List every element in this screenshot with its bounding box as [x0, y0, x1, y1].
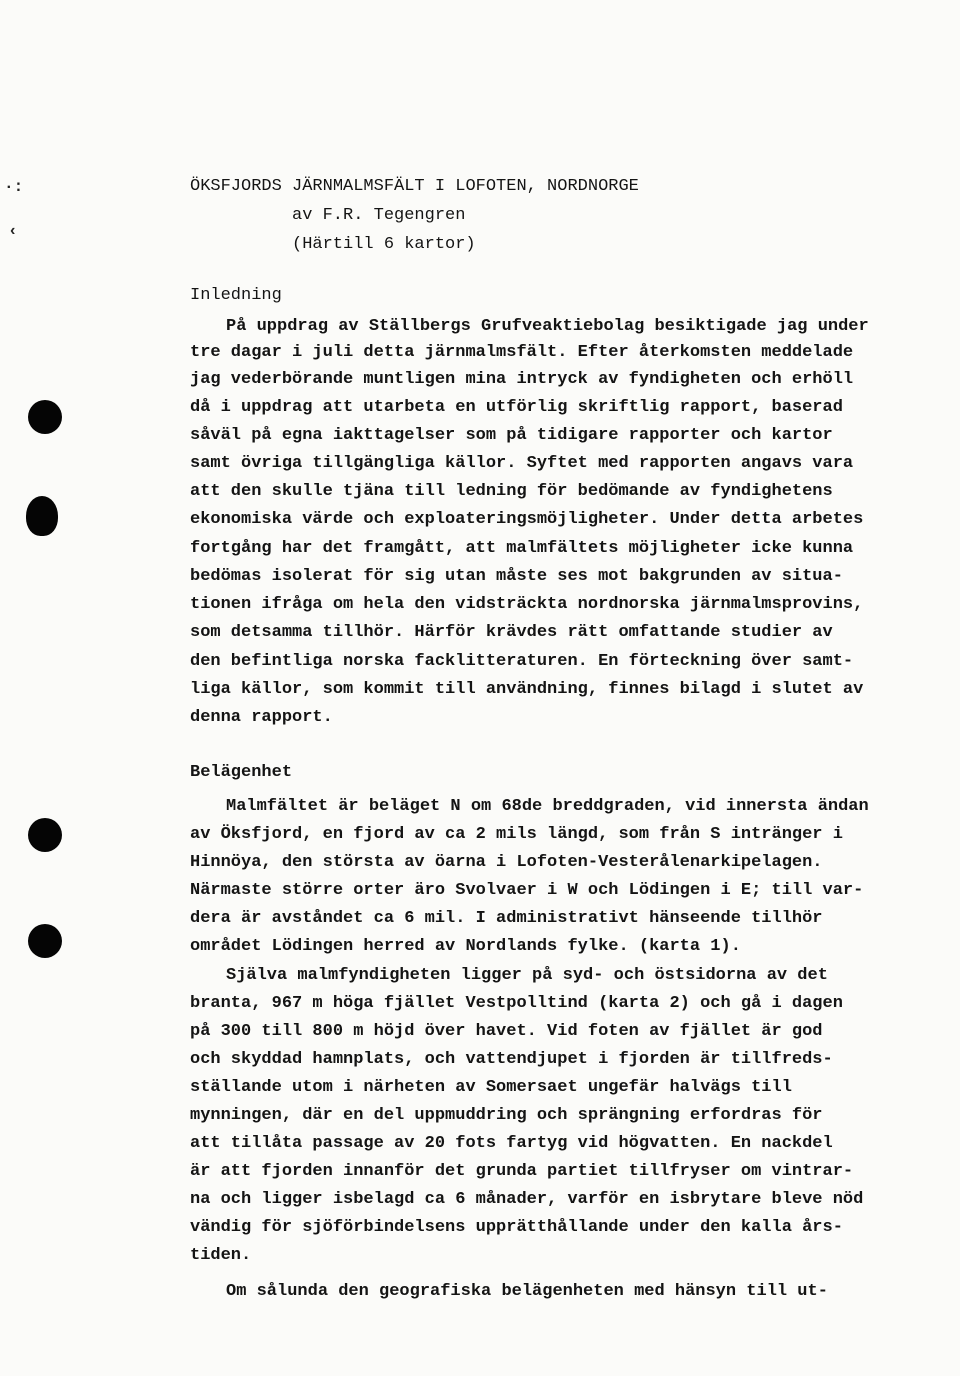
punch-hole-icon [26, 496, 58, 536]
paragraph-line: Själva malmfyndigheten ligger på syd- och östsidorna av det [226, 966, 828, 985]
paragraph-line: och skyddad hamnplats, och vattendjupet i fjorden är tillfreds- [190, 1050, 833, 1069]
punch-hole-icon [28, 924, 62, 958]
paragraph-line: området Lödingen herred av Nordlands fylke. (karta 1). [190, 937, 741, 956]
paragraph-line: dera är avståndet ca 6 mil. I administrativt hänseende tillhör [190, 909, 823, 928]
paragraph-line: ekonomiska värde och exploateringsmöjligheter. Under detta arbetes [190, 510, 864, 529]
paragraph-line: är att fjorden innanför det grunda partiet tillfryser om vintrar- [190, 1162, 854, 1181]
paragraph-line: på 300 till 800 m höjd över havet. Vid foten av fjället är god [190, 1022, 823, 1041]
document-title: ÖKSFJORDS JÄRNMALMSFÄLT I LOFOTEN, NORDNORGE [190, 177, 639, 196]
punch-hole-icon [28, 400, 62, 434]
section-heading: Inledning [190, 286, 282, 305]
section-heading: Belägenhet [190, 763, 293, 782]
paragraph-line: På uppdrag av Ställbergs Grufveaktiebolag besiktigade jag under [226, 317, 869, 336]
paragraph-line: fortgång har det framgått, att malmfältets möjligheter icke kunna [190, 539, 854, 558]
paragraph-line: den befintliga norska facklitteraturen. En förteckning över samt- [190, 652, 854, 671]
paragraph-line: bedömas isolerat för sig utan måste ses mot bakgrunden av situa- [190, 567, 843, 586]
paragraph-line: Hinnöya, den största av öarna i Lofoten-Vesterålenarkipelagen. [190, 853, 823, 872]
punch-hole-icon [28, 818, 62, 852]
paragraph-line: av Öksfjord, en fjord av ca 2 mils längd, som från S intränger i [190, 825, 843, 844]
paragraph-line: som detsamma tillhör. Härför krävdes rätt omfattande studier av [190, 623, 833, 642]
paragraph-line: ställande utom i närheten av Somersaet ungefär halvägs till [190, 1078, 792, 1097]
margin-mark: ·: [4, 178, 24, 196]
document-author: av F.R. Tegengren [292, 206, 466, 225]
paragraph-line: mynningen, där en del uppmuddring och sprängning erfordras för [190, 1106, 823, 1125]
paragraph-line: jag vederbörande muntligen mina intryck av fyndigheten och erhöll [190, 370, 854, 389]
paragraph-line: såväl på egna iakttagelser som på tidigare rapporter och kartor [190, 426, 833, 445]
paragraph-line: vändig för sjöförbindelsens upprätthållande under den kalla års- [190, 1218, 843, 1237]
paragraph-line: att tillåta passage av 20 fots fartyg vid högvatten. En nackdel [190, 1134, 833, 1153]
paragraph-line: samt övriga tillgängliga källor. Syftet med rapporten angavs vara [190, 454, 854, 473]
paragraph-line: Malmfältet är beläget N om 68de breddgraden, vid innersta ändan [226, 797, 869, 816]
paragraph-line: tiden. [190, 1246, 252, 1265]
paragraph-line: att den skulle tjäna till ledning för bedömande av fyndighetens [190, 482, 833, 501]
paragraph-line: tionen ifråga om hela den vidsträckta nordnorska järnmalmsprovins, [190, 595, 864, 614]
paragraph-line: branta, 967 m höga fjället Vestpolltind (karta 2) och gå i dagen [190, 994, 843, 1013]
document-note: (Härtill 6 kartor) [292, 235, 476, 254]
paragraph-line: Om sålunda den geografiska belägenheten med hänsyn till ut- [226, 1282, 828, 1301]
paragraph-line: tre dagar i juli detta järnmalmsfält. Efter återkomsten meddelade [190, 343, 854, 362]
paragraph-line: liga källor, som kommit till användning, finnes bilagd i slutet av [190, 680, 864, 699]
paragraph-line: na och ligger isbelagd ca 6 månader, varför en isbrytare bleve nöd [190, 1190, 864, 1209]
paragraph-line: Närmaste större orter äro Svolvaer i W och Lödingen i E; till var- [190, 881, 864, 900]
margin-mark: ‹ [8, 222, 18, 240]
paragraph-line: denna rapport. [190, 708, 333, 727]
paragraph-line: då i uppdrag att utarbeta en utförlig skriftlig rapport, baserad [190, 398, 843, 417]
